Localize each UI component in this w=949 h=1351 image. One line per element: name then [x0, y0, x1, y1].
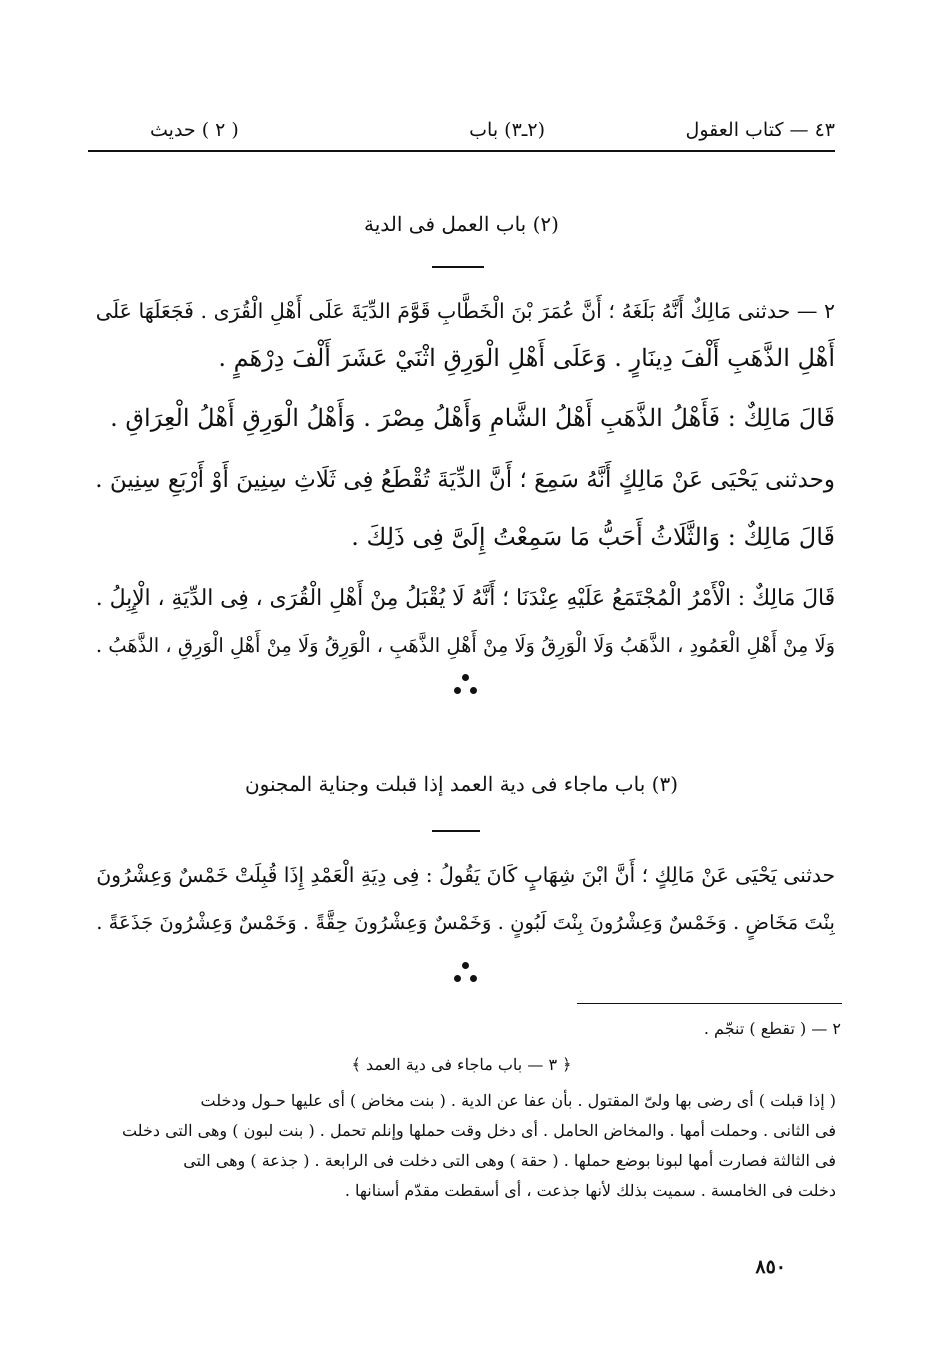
star-ornament — [454, 975, 461, 982]
text-line: قَالَ مَالِكٌ : وَالثَّلَاثُ أَحَبُّ مَا سَمِعْتُ إِلَىَّ فِى ذَلِكَ . — [351, 523, 835, 551]
section-2-title: (٢) باب العمل فى الدية — [364, 212, 559, 236]
footnote-line: فى الثانى . وحملت أمها . والمخاض الحامل . أى دخل وقت حملها وإنلم تحمل . ( بنت لبون ) وهى التى دخلت — [121, 1121, 836, 1140]
text-line: قَالَ مَالِكٌ : فَأَهْلُ الذَّهَبِ أَهْلُ الشَّامِ وَأَهْلُ مِصْرَ . وَأَهْلُ الْوَرِقِ أَهْلُ الْعِرَاقِ . — [110, 404, 835, 432]
section-2-paragraph-4 — [88, 514, 835, 561]
section-2-paragraph-3 — [88, 457, 835, 504]
footnote-line: دخلت فى الخامسة . سميت بذلك لأنها جذعت ، أى أسقطت مقدّم أسنانها . — [344, 1181, 836, 1200]
text-line: بِنْتَ مَخَاضٍ . وَخَمْسٌ وَعِشْرُونَ بِنْتَ لَبُونٍ . وَخَمْسٌ وَعِشْرُونَ حِقَّةً . وَخَمْسٌ وَعِشْرُونَ جَذَعَةً . — [96, 911, 835, 934]
text-line: أَهْلِ الذَّهَبِ أَلْفَ دِينَارٍ . وَعَلَى أَهْلِ الْوَرِقِ اثْنَيْ عَشَرَ أَلْفَ دِرْهَمٍ . — [218, 344, 835, 372]
running-head — [88, 112, 835, 148]
footnote-rule — [577, 1003, 842, 1004]
footnote-line: ( إذا قبلت ) أى رضى بها ولىّ المقتول . بأن عفا عن الدية . ( بنت مخاض ) أى عليها حـول ودخلت — [200, 1091, 836, 1110]
running-head-book-title: ٤٣ — كتاب العقول — [685, 119, 835, 141]
text-line: وَلَا مِنْ أَهْلِ الْعَمُودِ ، الذَّهَبُ وَلَا الْوَرِقُ وَلَا مِنْ أَهْلِ الذَّهَبِ ، الْوَرِقُ وَلَا مِنْ أَهْلِ الْوَرِقِ ، الذَّهَبُ . — [95, 634, 835, 657]
footnote-2: ٢ — ( تقطع ) تنجّم . — [703, 1019, 841, 1038]
footnote-line: فى الثالثة فصارت أمها لبونا بوضع حملها . ( حقة ) وهى التى دخلت فى الرابعة . ( جذعة ) وهى التى — [183, 1151, 836, 1170]
section-2-paragraph-1 — [88, 288, 835, 382]
footnote-3-body — [96, 1086, 836, 1206]
footnote-heading-3: ﴿ ٣ — باب ماجاء فى دية العمد ﴾ — [351, 1055, 572, 1074]
star-ornament — [470, 975, 477, 982]
star-ornament — [462, 962, 469, 969]
section-3-paragraph-1 — [88, 852, 835, 946]
header-rule — [88, 150, 835, 152]
text-line: وحدثنى يَحْيَى عَنْ مَالِكٍ أَنَّهُ سَمِعَ ؛ أَنَّ الدِّيَةَ تُقْطَعُ فِى ثَلَاثِ سِنِينَ أَوْ أَرْبَعِ سِنِينَ . — [95, 467, 835, 493]
star-ornament — [462, 674, 469, 681]
section-3-title-rule — [432, 830, 480, 832]
star-ornament — [470, 687, 477, 694]
text-line: قَالَ مَالِكٌ : الْأَمْرُ الْمُجْتَمَعُ عَلَيْهِ عِنْدَنَا ؛ أَنَّهُ لَا يُقْبَلُ مِنْ أَهْلِ الْقُرَى ، فِى الدِّيَةِ ، الْإِبِلُ . — [95, 586, 835, 611]
section-3-title: (٣) باب ماجاء فى دية العمد إذا قبلت وجناية المجنون — [244, 772, 678, 796]
section-2-paragraph-2 — [88, 395, 835, 442]
text-line: ٢ — حدثنى مَالِكٌ أَنَّهُ بَلَغَهُ ؛ أَنَّ عُمَرَ بْنَ الْخَطَّابِ قَوَّمَ الدِّيَةَ عَلَى أَهْلِ الْقُرَى . فَجَعَلَهَا عَلَى — [95, 299, 835, 323]
section-2-title-rule — [432, 266, 484, 268]
running-head-hadith: ( ٢ ) حديث — [150, 119, 239, 141]
section-divider-stars — [451, 672, 481, 702]
running-head-chapter: (٢ـ٣) باب — [469, 119, 545, 141]
text-line: حدثنى يَحْيَى عَنْ مَالِكٍ ؛ أَنَّ ابْنَ شِهَابٍ كَانَ يَقُولُ : فِى دِيَةِ الْعَمْدِ إِذَا قُبِلَتْ خَمْسٌ وَعِشْرُونَ — [96, 863, 835, 887]
star-ornament — [454, 687, 461, 694]
section-divider-stars — [451, 960, 481, 990]
page-number: ٨٥٠ — [755, 1256, 786, 1278]
section-2-paragraph-5 — [88, 575, 835, 669]
